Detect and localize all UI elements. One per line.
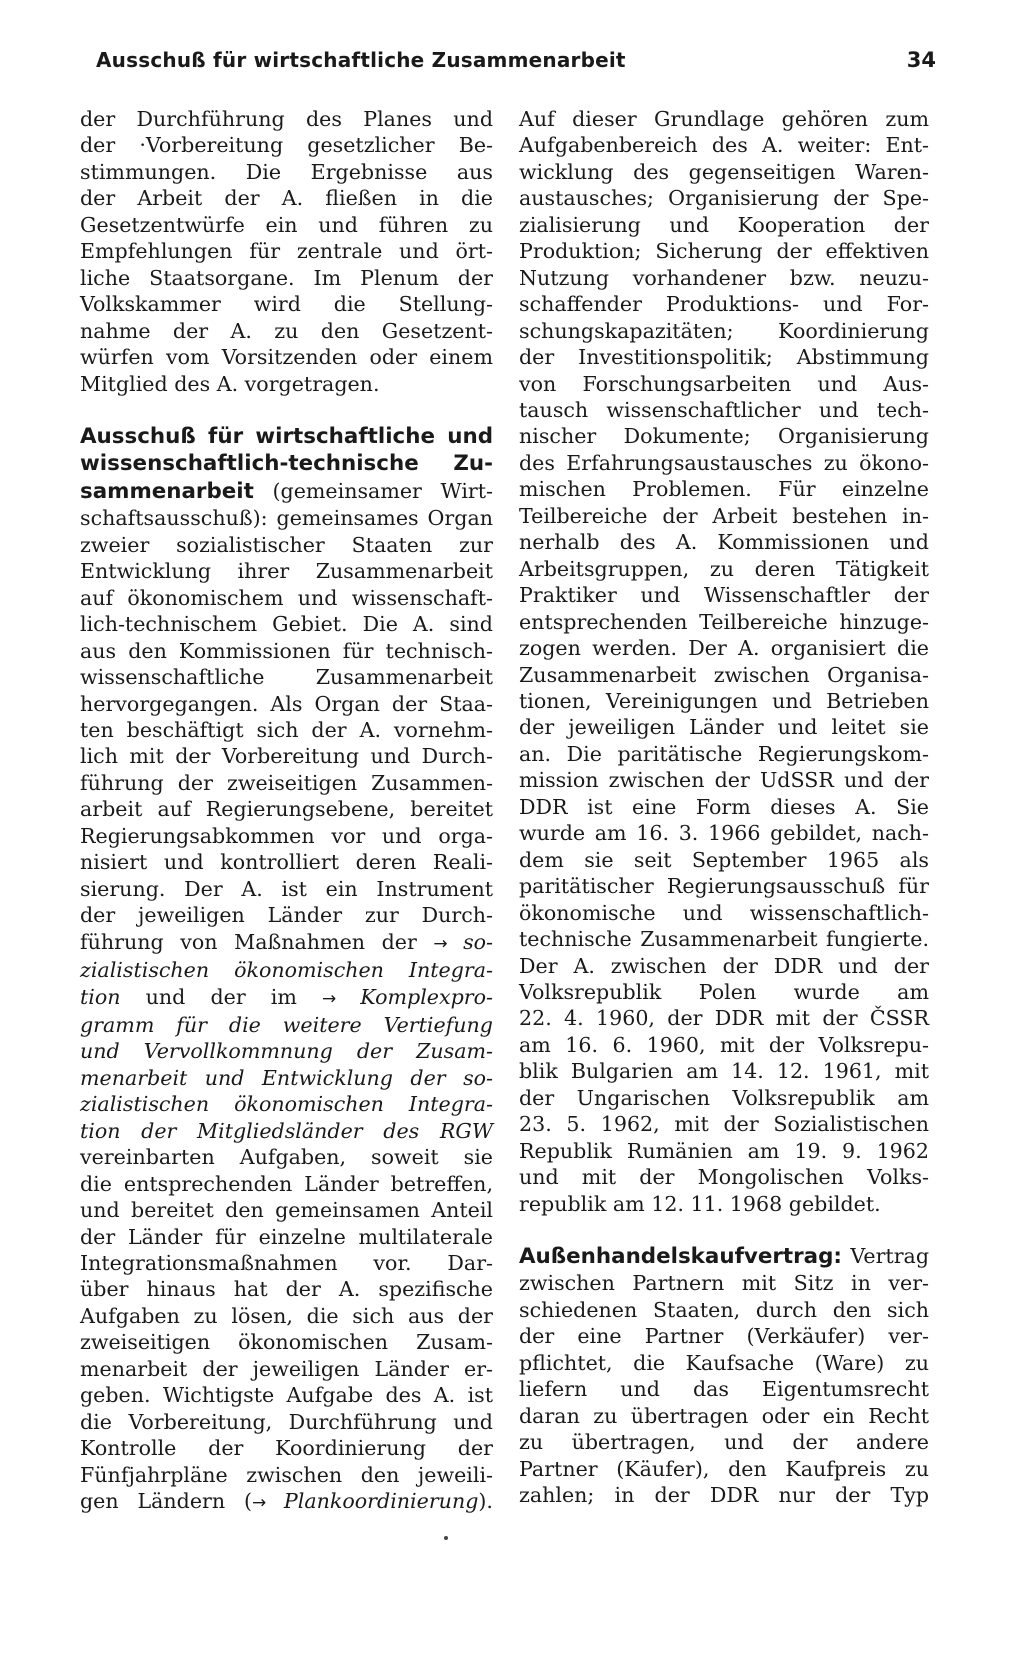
text-line: ökonomische und wissenschaftlich-	[519, 900, 929, 925]
text-line: Volkskammer wird die Stellung-	[80, 292, 493, 317]
text-line: Kontrolle der Koordinierung der	[80, 1436, 493, 1461]
text-line: der Länder für einzelne multilaterale	[80, 1224, 493, 1249]
text-line: liche Staatsorgane. Im Plenum der	[80, 265, 493, 290]
text-line: Produktion; Sicherung der effektiven	[519, 239, 929, 264]
text-line: der Investitionspolitik; Abstimmung	[519, 345, 929, 370]
text-line: paritätischer Regierungsausschuß für	[519, 874, 929, 899]
cross-reference-arrow-icon: →	[433, 933, 464, 954]
text-line: 22. 4. 1960, der DDR mit der ČSSR	[519, 1006, 929, 1031]
cross-reference[interactable]: Komplexpro-	[360, 984, 493, 1009]
text-line: zwischen Partnern mit Sitz in ver-	[519, 1271, 929, 1296]
text-line: Nutzung vorhandener bzw. neuzu-	[519, 265, 929, 290]
cross-reference[interactable]: tion	[80, 984, 121, 1009]
text-span: (gemeinsamer Wirt-	[253, 478, 493, 503]
text-line: daran zu übertragen oder ein Recht	[519, 1403, 929, 1428]
text-line: Zusammenarbeit zwischen Organisa-	[519, 662, 929, 687]
text-line: vereinbarten Aufgaben, soweit sie	[80, 1145, 493, 1170]
text-line: schiedenen Staaten, durch den sich	[519, 1297, 929, 1322]
text-line: würfen vom Vorsitzenden oder einem	[80, 345, 493, 370]
text-line	[519, 1243, 929, 1270]
text-line: republik am 12. 11. 1968 gebildet.	[519, 1191, 881, 1216]
text-line: pflichtet, die Kaufsache (Ware) zu	[519, 1350, 929, 1375]
text-line	[80, 929, 493, 957]
text-line: auf ökonomischem und wissenschaft-	[80, 585, 493, 610]
text-line: menarbeit der jeweiligen Länder er-	[80, 1356, 493, 1381]
text-line: nahme der A. zu den Gesetzent-	[80, 318, 493, 343]
text-span: ).	[478, 1489, 493, 1514]
text-line: DDR ist eine Form dieses A. Sie	[519, 794, 929, 819]
text-line: des Erfahrungsaustausches zu ökono-	[519, 450, 929, 475]
text-line: der jeweiligen Länder zur Durch-	[80, 903, 493, 928]
text-line: ten beschäftigt sich der A. vornehm-	[80, 717, 493, 742]
text-line: zweiseitigen ökonomischen Zusam-	[80, 1330, 493, 1355]
entry-term: Außenhandelskaufvertrag:	[519, 1244, 842, 1270]
text-line: wissenschaftliche Zusammenarbeit	[80, 665, 493, 690]
text-line: Der A. zwischen der DDR und der	[519, 953, 929, 978]
text-line: nischer Dokumente; Organisierung	[519, 424, 929, 449]
text-line: Republik Rumänien am 19. 9. 1962	[519, 1138, 929, 1163]
text-line: zogen werden. Der A. organisiert die	[519, 636, 929, 661]
print-speck	[444, 1536, 448, 1540]
text-line: und bereitet den gemeinsamen Anteil	[80, 1198, 493, 1223]
text-line: die entsprechenden Länder betreffen,	[80, 1171, 493, 1196]
text-line: der Ungarischen Volksrepublik am	[519, 1085, 929, 1110]
text-line: Aufgaben zu lösen, die sich aus der	[80, 1303, 493, 1328]
text-line: Partner (Käufer), den Kaufpreis zu	[519, 1456, 929, 1481]
text-line: Aufgabenbereich des A. weiter: Ent-	[519, 133, 929, 158]
text-line: Auf dieser Grundlage gehören zum	[519, 107, 929, 131]
text-line: blik Bulgarien am 14. 12. 1961, mit	[519, 1059, 929, 1084]
cross-reference[interactable]: so-	[463, 929, 493, 954]
text-line: Integrationsmaßnahmen vor. Dar-	[80, 1251, 493, 1276]
text-line: Volksrepublik Polen wurde am	[519, 979, 929, 1004]
text-line: der Durchführung des Planes und	[80, 107, 493, 131]
text-line: nerhalb des A. Kommissionen und	[519, 530, 929, 555]
text-line: zialisierung und Kooperation der	[519, 212, 929, 237]
text-line: Regierungsabkommen vor und orga-	[80, 823, 493, 848]
cross-reference[interactable]: zialistischen ökonomischen Integra-	[80, 1092, 493, 1117]
text-line: Teilbereiche der Arbeit bestehen in-	[519, 503, 929, 528]
paragraph-gap	[519, 1217, 929, 1243]
text-line: Arbeitsgruppen, zu deren Tätigkeit	[519, 556, 929, 581]
text-span: gen Ländern (	[80, 1489, 252, 1514]
text-line: schaffender Produktions- und For-	[519, 292, 929, 317]
text-line: arbeit auf Regierungsebene, bereitet	[80, 797, 493, 822]
cross-reference[interactable]: tion der Mitgliedsländer des RGW	[80, 1118, 493, 1143]
text-line: mischen Problemen. Für einzelne	[519, 477, 929, 502]
text-line	[80, 984, 493, 1012]
text-line: liefern und das Eigentumsrecht	[519, 1377, 929, 1402]
text-line: Entwicklung ihrer Zusammenarbeit	[80, 559, 493, 584]
text-line: austausches; Organisierung der Spe-	[519, 186, 929, 211]
text-line: lich-technischem Gebiet. Die A. sind	[80, 612, 493, 637]
text-line: Gesetzentwürfe ein und führen zu	[80, 212, 493, 237]
text-line: der eine Partner (Verkäufer) ver-	[519, 1324, 929, 1349]
left-column	[80, 106, 493, 1517]
text-line: lich mit der Vorbereitung und Durch-	[80, 744, 493, 769]
text-line: Empfehlungen für zentrale und ört-	[80, 239, 493, 264]
cross-reference-arrow-icon: →	[252, 1493, 284, 1514]
text-line: zu übertragen, und der andere	[519, 1430, 929, 1455]
text-line: schungskapazitäten; Koordinierung	[519, 318, 929, 343]
text-span: und der im	[120, 984, 323, 1009]
text-line: technische Zusammenarbeit fungierte.	[519, 927, 929, 952]
text-line: entsprechenden Teilbereiche hinzuge-	[519, 609, 929, 634]
page-number: 34	[906, 48, 936, 72]
text-line: aus den Kommissionen für technisch-	[80, 638, 493, 663]
running-title: Ausschuß für wirtschaftliche Zusammenarbeit	[96, 48, 626, 72]
text-line: hervorgegangen. Als Organ der Staa-	[80, 691, 493, 716]
cross-reference-arrow-icon: →	[322, 988, 361, 1009]
text-line: und mit der Mongolischen Volks-	[519, 1165, 929, 1190]
text-line: mission zwischen der UdSSR und der	[519, 768, 929, 793]
text-span: Vertrag	[841, 1244, 929, 1269]
text-line	[80, 478, 493, 505]
text-line: 23. 5. 1962, mit der Sozialistischen	[519, 1112, 929, 1137]
entry-heading-line	[80, 450, 493, 477]
cross-reference[interactable]: gramm für die weitere Vertiefung	[80, 1012, 493, 1037]
text-span: führung von Maßnahmen der	[80, 929, 434, 954]
text-line: Fünfjahrpläne zwischen den jeweili-	[80, 1462, 493, 1487]
text-line: tausch wissenschaftlicher und tech-	[519, 397, 929, 422]
entry-term: sammenarbeit	[80, 478, 254, 504]
text-line: der jeweiligen Länder und leitet sie	[519, 715, 929, 740]
text-line: an. Die paritätische Regierungskom-	[519, 741, 929, 766]
cross-reference[interactable]: zialistischen ökonomischen Integra-	[80, 958, 493, 983]
cross-reference[interactable]: und Vervollkommnung der Zusam-	[80, 1039, 493, 1064]
cross-reference[interactable]: menarbeit und Entwicklung der so-	[80, 1065, 493, 1090]
text-line: dem sie seit September 1965 als	[519, 847, 929, 872]
text-line: der Arbeit der A. fließen in die	[80, 186, 493, 211]
entry-heading-line	[80, 423, 493, 450]
text-line: stimmungen. Die Ergebnisse aus	[80, 159, 493, 184]
text-line: sierung. Der A. ist ein Instrument	[80, 876, 493, 901]
text-line: Praktiker und Wissenschaftler der	[519, 583, 929, 608]
text-line: über hinaus hat der A. spezifische	[80, 1277, 493, 1302]
text-line: tionen, Vereinigungen und Betrieben	[519, 688, 929, 713]
text-line	[80, 1488, 493, 1516]
text-line: geben. Wichtigste Aufgabe des A. ist	[80, 1383, 493, 1408]
entry-term: wissenschaftlich-technische Zu-	[80, 451, 493, 477]
text-line: Mitglied des A. vorgetragen.	[80, 371, 380, 396]
right-column	[519, 106, 929, 1509]
text-line: am 16. 6. 1960, mit der Volksrepu-	[519, 1032, 929, 1057]
text-line: wurde am 16. 3. 1966 gebildet, nach-	[519, 821, 929, 846]
text-line: von Forschungsarbeiten und Aus-	[519, 371, 929, 396]
text-line: zahlen; in der DDR nur der Typ	[519, 1483, 929, 1508]
entry-term: Ausschuß für wirtschaftliche und	[80, 423, 493, 449]
text-line: zweier sozialistischer Staaten zur	[80, 532, 493, 557]
paragraph-gap	[80, 397, 493, 423]
text-line: wicklung des gegenseitigen Waren-	[519, 159, 929, 184]
text-line: der ·Vorbereitung gesetzlicher Be-	[80, 133, 493, 158]
text-line: schaftsausschuß): gemeinsames Organ	[80, 506, 493, 531]
page-header	[96, 48, 936, 82]
text-line: nisiert und kontrolliert deren Reali-	[80, 850, 493, 875]
text-line: führung der zweiseitigen Zusammen-	[80, 770, 493, 795]
text-line: die Vorbereitung, Durchführung und	[80, 1409, 493, 1434]
cross-reference[interactable]: Plankoordinierung	[283, 1489, 479, 1514]
